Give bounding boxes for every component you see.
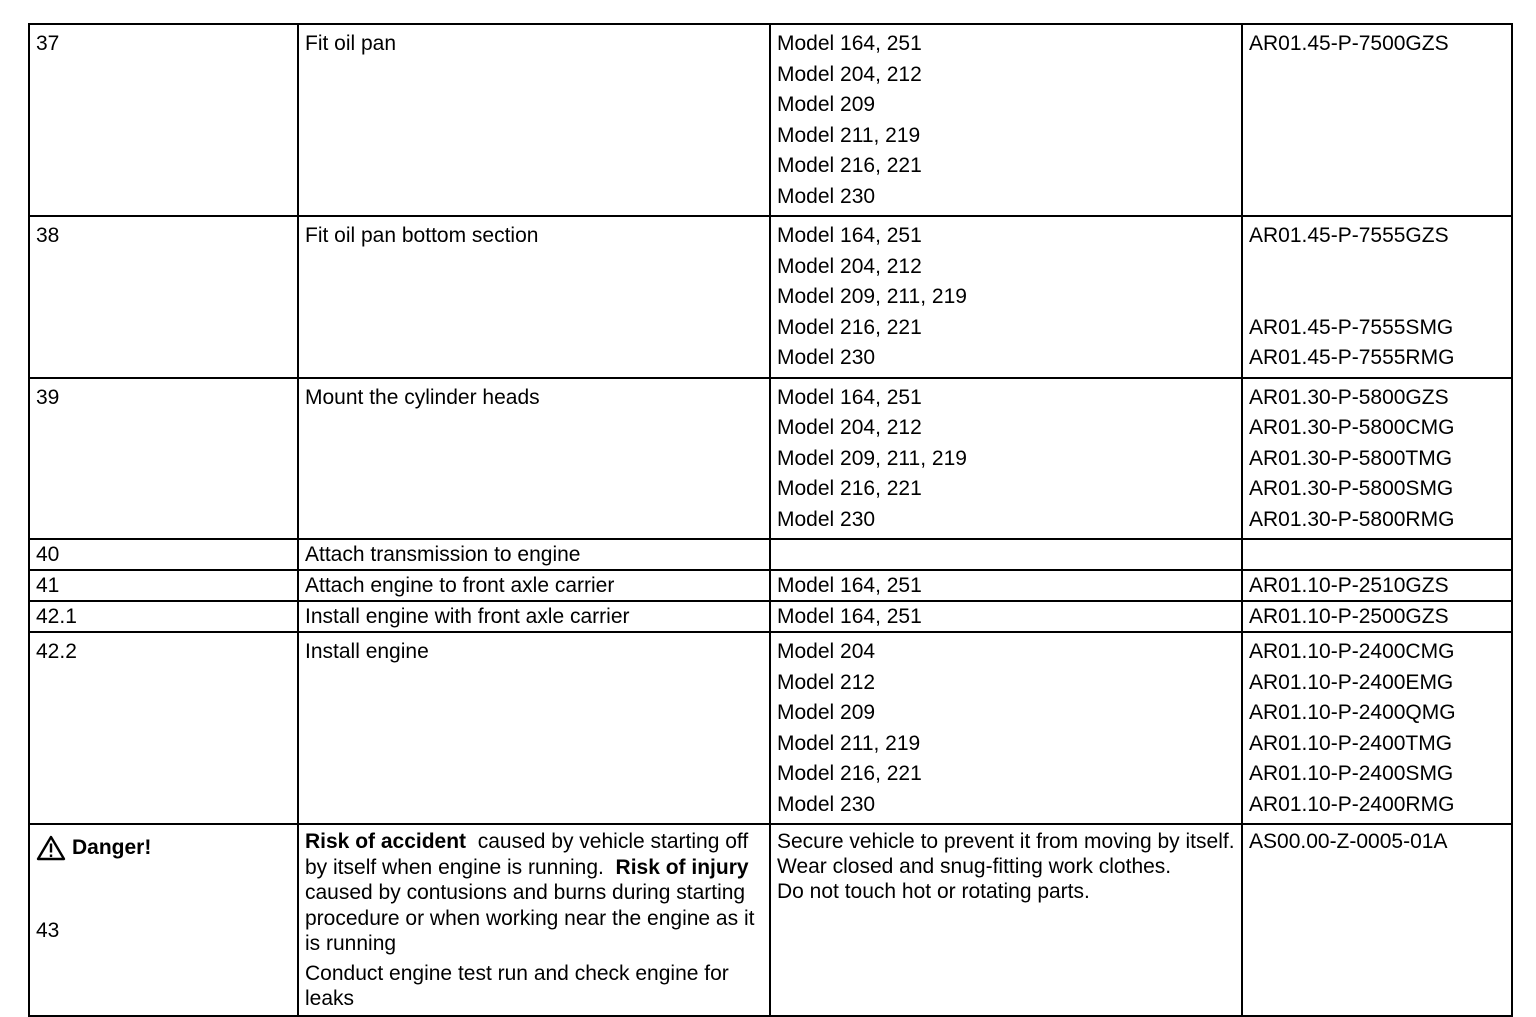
model-list-cell [770, 24, 1242, 216]
reference-link [1249, 182, 1505, 213]
model-entry: Model 164, 251 [777, 32, 922, 55]
step-number-cell [29, 601, 298, 632]
model-entry: Model 211, 219 [777, 731, 921, 755]
reference-link[interactable]: AR01.45-P-7555GZS [1249, 224, 1449, 247]
model-entry: Model 204 [777, 640, 876, 663]
model-entry: Model 209, 211, 219 [777, 285, 967, 308]
step-action-cell [298, 570, 770, 601]
reference-link [1249, 121, 1505, 152]
step-action-cell [298, 601, 770, 632]
step-43-number: 43 [36, 918, 60, 942]
reference-list-cell [1242, 601, 1512, 632]
model-entry: Model 204, 212 [777, 416, 922, 439]
model-entry: Model 216, 221 [777, 477, 922, 500]
model-entry: Model 230 [777, 184, 876, 208]
risk-accident-label: Risk of accident [305, 830, 467, 853]
reference-link [1249, 252, 1505, 283]
model-entry: Model 164, 251 [777, 385, 922, 409]
danger-description [305, 829, 763, 957]
risk-accident-text: caused by vehicle starting off by itself when engine is running. [305, 830, 749, 879]
risk-injury-text: caused by contusions and burns during starting procedure or when working near the engine as it is running [305, 881, 755, 955]
reference-link[interactable]: AR01.30-P-5800CMG [1249, 416, 1455, 439]
step-action-cell [298, 539, 770, 570]
reference-link [1249, 151, 1505, 182]
step-number: 41 [36, 574, 60, 597]
measure-item: Secure vehicle to prevent it from moving by itself. [777, 830, 1235, 853]
step-number: 39 [36, 385, 60, 409]
reference-link[interactable]: AR01.10-P-2400CMG [1249, 640, 1455, 663]
model-entry: Model 164, 251 [777, 224, 922, 247]
model-entry: Model 209 [777, 701, 876, 724]
step-number: 42.1 [36, 605, 77, 628]
step-action: Install engine [305, 640, 429, 663]
step-number-cell [29, 378, 298, 540]
model-list-cell [770, 570, 1242, 601]
step-action: Fit oil pan [305, 32, 397, 55]
reference-link [1249, 543, 1505, 567]
model-entry: Model 204, 212 [777, 254, 922, 278]
reference-link [1249, 90, 1505, 121]
step-action: Attach transmission to engine [305, 543, 581, 566]
reference-list-cell [1242, 539, 1512, 570]
reference-link[interactable]: AR01.10-P-2400EMG [1249, 670, 1454, 694]
reference-link[interactable]: AR01.10-P-2400RMG [1249, 792, 1455, 816]
step-number: 40 [36, 543, 60, 566]
risk-injury-label: Risk of injury [615, 855, 749, 879]
step-row [29, 570, 1512, 601]
reference-link[interactable]: AR01.10-P-2510GZS [1249, 574, 1449, 597]
model-list-cell [770, 632, 1242, 824]
danger-description-cell [298, 824, 770, 1016]
model-entry: Model 230 [777, 346, 876, 369]
step-row [29, 539, 1512, 570]
reference-list-cell [1242, 216, 1512, 378]
model-entry: Model 216, 221 [777, 315, 922, 339]
step-action-cell [298, 378, 770, 540]
step-action-cell [298, 632, 770, 824]
reference-list-cell [1242, 378, 1512, 540]
reference-link [1249, 282, 1505, 313]
model-entry: Model 209, 211, 219 [777, 446, 967, 470]
model-entry: Model 209 [777, 93, 876, 116]
model-entry [777, 543, 1235, 567]
reference-link[interactable]: AR01.45-P-7555SMG [1249, 315, 1454, 339]
model-entry: Model 204, 212 [777, 62, 922, 86]
measure-item: Wear closed and snug-fitting work clothes. [777, 855, 1172, 878]
step-action: Attach engine to front axle carrier [305, 574, 615, 597]
danger-measures-cell [770, 824, 1242, 1016]
model-entry: Model 211, 219 [777, 123, 921, 147]
reference-link [1249, 60, 1505, 91]
model-entry: Model 216, 221 [777, 762, 922, 785]
reference-link[interactable]: AR01.10-P-2400QMG [1249, 701, 1456, 724]
step-action: Fit oil pan bottom section [305, 224, 539, 247]
step-number-cell [29, 632, 298, 824]
step-number-cell [29, 539, 298, 570]
danger-row [29, 824, 1512, 1016]
step-row [29, 216, 1512, 378]
reference-link[interactable]: AR01.45-P-7555RMG [1249, 346, 1455, 369]
reference-link[interactable]: AR01.10-P-2400SMG [1249, 762, 1454, 785]
reference-link[interactable]: AR01.30-P-5800RMG [1249, 507, 1455, 531]
model-list-cell [770, 539, 1242, 570]
danger-label-text: Danger! [72, 836, 152, 859]
step-action: Mount the cylinder heads [305, 385, 540, 409]
model-list-cell [770, 378, 1242, 540]
step-row [29, 24, 1512, 216]
step-action-cell [298, 24, 770, 216]
step-43-action: Conduct engine test run and check engine for leaks [305, 961, 729, 1010]
reference-link[interactable]: AR01.10-P-2400TMG [1249, 731, 1453, 755]
procedure-table [28, 23, 1513, 1017]
model-list-cell [770, 216, 1242, 378]
reference-list-cell [1242, 24, 1512, 216]
danger-label-cell [29, 824, 298, 1016]
step-action-cell [298, 216, 770, 378]
step-number: 42.2 [36, 640, 77, 663]
model-list-cell [770, 601, 1242, 632]
model-entry: Model 164, 251 [777, 605, 922, 628]
model-entry: Model 216, 221 [777, 154, 922, 177]
danger-ref-cell [1242, 824, 1512, 1016]
procedure-table-body [29, 24, 1512, 1016]
step-row [29, 378, 1512, 540]
step-number-cell [29, 216, 298, 378]
model-entry: Model 230 [777, 507, 876, 531]
step-row [29, 632, 1512, 824]
step-action: Install engine with front axle carrier [305, 605, 630, 628]
reference-list-cell [1242, 632, 1512, 824]
step-number-cell [29, 24, 298, 216]
model-entry: Model 164, 251 [777, 574, 922, 597]
reference-link[interactable]: AR01.30-P-5800TMG [1249, 446, 1453, 470]
reference-link[interactable]: AR01.30-P-5800GZS [1249, 385, 1449, 409]
step-number-cell [29, 570, 298, 601]
reference-list-cell [1242, 570, 1512, 601]
model-entry: Model 230 [777, 792, 876, 816]
danger-reference-link[interactable]: AS00.00-Z-0005-01A [1249, 830, 1448, 853]
step-row [29, 601, 1512, 632]
warning-triangle-icon [36, 835, 66, 861]
reference-link[interactable]: AR01.30-P-5800SMG [1249, 477, 1454, 500]
step-number: 38 [36, 224, 60, 247]
step-number: 37 [36, 32, 60, 55]
model-entry: Model 212 [777, 670, 876, 694]
measure-item: Do not touch hot or rotating parts. [777, 880, 1090, 903]
danger-label [36, 833, 291, 864]
reference-link[interactable]: AR01.10-P-2500GZS [1249, 605, 1449, 628]
reference-link[interactable]: AR01.45-P-7500GZS [1249, 32, 1449, 55]
